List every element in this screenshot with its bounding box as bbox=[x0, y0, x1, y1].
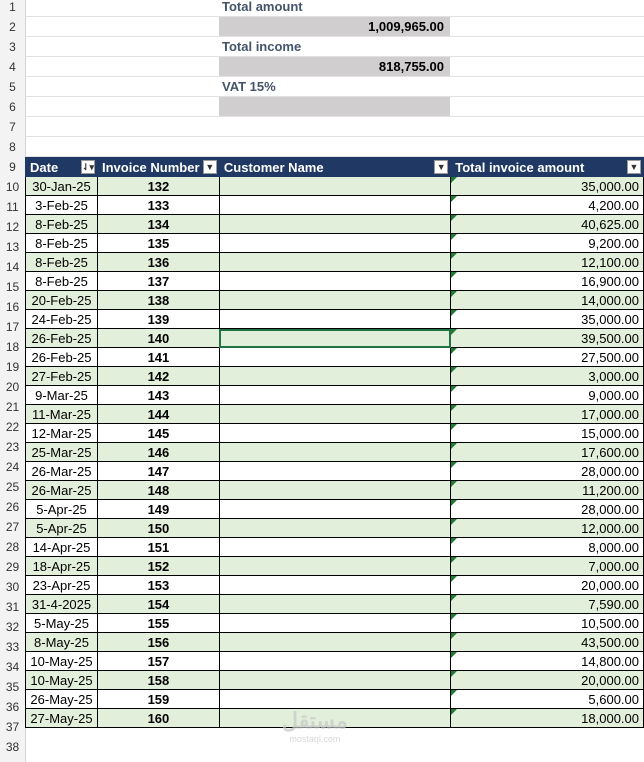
customer-name-cell[interactable] bbox=[219, 348, 450, 367]
total-amount-cell[interactable]: 9,200.00 bbox=[451, 234, 644, 253]
row-number[interactable]: 20 bbox=[5, 380, 20, 394]
invoice-number-cell[interactable]: 150 bbox=[97, 519, 219, 538]
table-row bbox=[26, 462, 644, 481]
invoice-number-cell[interactable]: 137 bbox=[97, 272, 219, 291]
invoice-number-header-label: Invoice Number bbox=[101, 159, 200, 175]
row-number[interactable]: 36 bbox=[5, 700, 20, 714]
invoice-number-cell[interactable]: 154 bbox=[97, 595, 219, 614]
gridline bbox=[25, 116, 644, 117]
date-cell[interactable]: 11-Mar-25 bbox=[26, 405, 98, 424]
total-amount-cell[interactable]: 20,000.00 bbox=[451, 671, 644, 690]
invoice-table bbox=[25, 157, 644, 728]
date-cell[interactable]: 23-Apr-25 bbox=[26, 576, 98, 595]
table-header-row bbox=[26, 158, 644, 177]
total-amount-cell[interactable]: 14,800.00 bbox=[451, 652, 644, 671]
total-amount-cell[interactable]: 8,000.00 bbox=[451, 538, 644, 557]
table-row bbox=[26, 215, 644, 234]
invoice-number-cell[interactable]: 147 bbox=[97, 462, 219, 481]
date-header[interactable] bbox=[26, 158, 98, 177]
total-amount-cell[interactable]: 20,000.00 bbox=[451, 576, 644, 595]
customer-name-cell[interactable] bbox=[219, 500, 450, 519]
row-number[interactable]: 26 bbox=[5, 500, 20, 514]
customer-name-header-label: Customer Name bbox=[223, 159, 324, 175]
row-number[interactable]: 11 bbox=[6, 200, 19, 214]
total-amount-cell[interactable]: 7,000.00 bbox=[451, 557, 644, 576]
table-row bbox=[26, 367, 644, 386]
row-number[interactable]: 8 bbox=[9, 140, 16, 154]
invoice-number-cell[interactable]: 148 bbox=[97, 481, 219, 500]
customer-name-cell[interactable] bbox=[219, 633, 450, 652]
total-invoice-amount-header[interactable] bbox=[451, 158, 644, 177]
row-number[interactable]: 19 bbox=[5, 360, 20, 374]
date-cell[interactable]: 5-Apr-25 bbox=[26, 519, 98, 538]
filter-dropdown-icon[interactable]: ▼ bbox=[203, 160, 217, 174]
customer-name-cell[interactable] bbox=[219, 253, 450, 272]
row-number[interactable]: 3 bbox=[9, 40, 16, 54]
table-row bbox=[26, 633, 644, 652]
date-cell[interactable]: 5-May-25 bbox=[26, 614, 98, 633]
total-amount-cell[interactable]: 39,500.00 bbox=[451, 329, 644, 348]
row-number[interactable]: 37 bbox=[5, 720, 20, 734]
customer-name-cell[interactable] bbox=[219, 196, 450, 215]
total-amount-cell[interactable]: 14,000.00 bbox=[451, 291, 644, 310]
date-cell[interactable]: 5-Apr-25 bbox=[26, 500, 98, 519]
date-cell[interactable]: 8-Feb-25 bbox=[26, 272, 98, 291]
invoice-number-cell[interactable]: 135 bbox=[97, 234, 219, 253]
customer-name-cell[interactable] bbox=[219, 671, 450, 690]
total-amount-cell[interactable]: 17,000.00 bbox=[451, 405, 644, 424]
customer-name-cell[interactable] bbox=[219, 215, 450, 234]
date-cell[interactable]: 9-Mar-25 bbox=[26, 386, 98, 405]
date-cell[interactable]: 8-Feb-25 bbox=[26, 253, 98, 272]
invoice-number-cell[interactable]: 149 bbox=[97, 500, 219, 519]
customer-name-cell[interactable] bbox=[219, 481, 450, 500]
date-header-label: Date bbox=[30, 159, 59, 175]
invoice-number-cell[interactable]: 159 bbox=[97, 690, 219, 709]
gridline bbox=[25, 76, 644, 77]
date-cell[interactable]: 20-Feb-25 bbox=[26, 291, 98, 310]
total-amount-cell[interactable]: 28,000.00 bbox=[451, 500, 644, 519]
table-row bbox=[26, 272, 644, 291]
row-number[interactable]: 24 bbox=[5, 460, 20, 474]
invoice-number-cell[interactable]: 139 bbox=[97, 310, 219, 329]
row-number[interactable]: 34 bbox=[5, 660, 20, 674]
row-number[interactable]: 10 bbox=[5, 180, 20, 194]
customer-name-cell[interactable] bbox=[219, 443, 450, 462]
row-number[interactable]: 4 bbox=[9, 60, 16, 74]
vat-label: VAT 15% bbox=[222, 79, 276, 94]
invoice-number-cell[interactable]: 157 bbox=[97, 652, 219, 671]
row-number[interactable]: 21 bbox=[5, 400, 20, 414]
invoice-table-body bbox=[26, 177, 644, 728]
date-cell[interactable]: 27-Feb-25 bbox=[26, 367, 98, 386]
row-number[interactable]: 35 bbox=[5, 680, 20, 694]
table-row bbox=[26, 348, 644, 367]
row-number[interactable]: 17 bbox=[5, 320, 20, 334]
table-row bbox=[26, 291, 644, 310]
total-amount-cell[interactable]: 4,200.00 bbox=[451, 196, 644, 215]
invoice-number-cell[interactable]: 138 bbox=[97, 291, 219, 310]
total-amount-cell[interactable]: 12,100.00 bbox=[451, 253, 644, 272]
row-number[interactable]: 31 bbox=[5, 600, 20, 614]
total-income-label: Total income bbox=[222, 39, 302, 54]
table-row bbox=[26, 424, 644, 443]
date-cell[interactable]: 8-May-25 bbox=[26, 633, 98, 652]
table-row bbox=[26, 538, 644, 557]
sort-filter-icon[interactable]: ⇃▾ bbox=[81, 162, 95, 172]
date-cell[interactable]: 26-Feb-25 bbox=[26, 348, 98, 367]
customer-name-header[interactable] bbox=[219, 158, 450, 177]
gridline bbox=[25, 36, 644, 37]
customer-name-cell[interactable] bbox=[219, 557, 450, 576]
row-number[interactable]: 6 bbox=[9, 100, 16, 114]
customer-name-cell[interactable] bbox=[219, 576, 450, 595]
total-amount-cell[interactable]: 28,000.00 bbox=[451, 462, 644, 481]
filter-dropdown-icon[interactable]: ▼ bbox=[434, 160, 448, 174]
invoice-number-cell[interactable]: 160 bbox=[97, 709, 219, 728]
row-number[interactable]: 28 bbox=[5, 540, 20, 554]
vat-value[interactable] bbox=[219, 97, 450, 116]
table-row bbox=[26, 614, 644, 633]
total-amount-cell[interactable]: 5,600.00 bbox=[451, 690, 644, 709]
invoice-number-cell[interactable]: 142 bbox=[97, 367, 219, 386]
date-cell[interactable]: 12-Mar-25 bbox=[26, 424, 98, 443]
invoice-number-cell[interactable]: 156 bbox=[97, 633, 219, 652]
date-cell[interactable]: 27-May-25 bbox=[26, 709, 98, 728]
total-amount-cell[interactable]: 35,000.00 bbox=[451, 310, 644, 329]
table-row bbox=[26, 652, 644, 671]
total-amount-cell[interactable]: 12,000.00 bbox=[451, 519, 644, 538]
date-cell[interactable]: 8-Feb-25 bbox=[26, 234, 98, 253]
invoice-number-cell[interactable]: 153 bbox=[97, 576, 219, 595]
table-row bbox=[26, 405, 644, 424]
table-row bbox=[26, 196, 644, 215]
invoice-number-header[interactable] bbox=[97, 158, 219, 177]
row-number[interactable]: 13 bbox=[5, 240, 20, 254]
customer-name-cell[interactable] bbox=[219, 367, 450, 386]
total-amount-cell[interactable]: 16,900.00 bbox=[451, 272, 644, 291]
invoice-number-cell[interactable]: 155 bbox=[97, 614, 219, 633]
row-number[interactable]: 1 bbox=[9, 0, 16, 14]
row-number[interactable]: 29 bbox=[5, 560, 20, 574]
invoice-number-cell[interactable]: 152 bbox=[97, 557, 219, 576]
date-cell[interactable]: 8-Feb-25 bbox=[26, 215, 98, 234]
row-number[interactable]: 15 bbox=[5, 280, 20, 294]
filter-dropdown-icon[interactable]: ▼ bbox=[627, 160, 641, 174]
row-number[interactable]: 5 bbox=[9, 80, 16, 94]
customer-name-cell[interactable] bbox=[219, 462, 450, 481]
customer-name-cell[interactable] bbox=[219, 177, 450, 196]
invoice-number-cell[interactable]: 134 bbox=[97, 215, 219, 234]
table-row bbox=[26, 481, 644, 500]
date-cell[interactable]: 18-Apr-25 bbox=[26, 557, 98, 576]
row-number[interactable]: 32 bbox=[5, 620, 20, 634]
invoice-number-cell[interactable]: 136 bbox=[97, 253, 219, 272]
customer-name-cell[interactable] bbox=[219, 272, 450, 291]
table-row bbox=[26, 386, 644, 405]
table-row bbox=[26, 576, 644, 595]
table-row bbox=[26, 519, 644, 538]
customer-name-cell[interactable] bbox=[219, 310, 450, 329]
customer-name-cell[interactable] bbox=[219, 614, 450, 633]
row-number[interactable]: 16 bbox=[5, 300, 20, 314]
row-number[interactable]: 14 bbox=[5, 260, 20, 274]
total-amount-label: Total amount bbox=[222, 0, 303, 14]
total-amount-cell[interactable]: 18,000.00 bbox=[451, 709, 644, 728]
total-amount-cell[interactable]: 7,590.00 bbox=[451, 595, 644, 614]
total-amount-cell[interactable]: 9,000.00 bbox=[451, 386, 644, 405]
total-amount-cell[interactable]: 43,500.00 bbox=[451, 633, 644, 652]
invoice-number-cell[interactable]: 145 bbox=[97, 424, 219, 443]
row-number[interactable]: 18 bbox=[5, 340, 20, 354]
watermark-logo: مستقل mostaql.com bbox=[282, 708, 348, 744]
customer-name-cell[interactable] bbox=[219, 424, 450, 443]
date-cell[interactable]: 3-Feb-25 bbox=[26, 196, 98, 215]
invoice-number-cell[interactable]: 146 bbox=[97, 443, 219, 462]
total-amount-cell[interactable]: 3,000.00 bbox=[451, 367, 644, 386]
invoice-number-cell[interactable]: 144 bbox=[97, 405, 219, 424]
date-cell[interactable]: 25-Mar-25 bbox=[26, 443, 98, 462]
total-amount-value[interactable]: 1,009,965.00 bbox=[219, 17, 450, 36]
date-cell[interactable]: 26-May-25 bbox=[26, 690, 98, 709]
total-income-value[interactable]: 818,755.00 bbox=[219, 57, 450, 76]
row-number[interactable]: 27 bbox=[5, 520, 20, 534]
row-number[interactable]: 38 bbox=[5, 740, 20, 754]
customer-name-cell[interactable] bbox=[219, 538, 450, 557]
date-cell[interactable]: 14-Apr-25 bbox=[26, 538, 98, 557]
date-cell[interactable]: 10-May-25 bbox=[26, 671, 98, 690]
invoice-number-cell[interactable]: 141 bbox=[97, 348, 219, 367]
total-amount-cell[interactable]: 15,000.00 bbox=[451, 424, 644, 443]
date-cell[interactable]: 24-Feb-25 bbox=[26, 310, 98, 329]
table-row bbox=[26, 329, 644, 348]
total-amount-cell[interactable]: 11,200.00 bbox=[451, 481, 644, 500]
invoice-number-cell[interactable]: 143 bbox=[97, 386, 219, 405]
date-cell[interactable]: 26-Mar-25 bbox=[26, 481, 98, 500]
customer-name-cell[interactable] bbox=[219, 519, 450, 538]
row-number[interactable]: 7 bbox=[9, 120, 16, 134]
customer-name-cell[interactable] bbox=[219, 291, 450, 310]
gridline bbox=[25, 136, 644, 137]
invoice-number-cell[interactable]: 140 bbox=[97, 329, 219, 348]
total-amount-cell[interactable]: 35,000.00 bbox=[451, 177, 644, 196]
total-amount-cell[interactable]: 27,500.00 bbox=[451, 348, 644, 367]
customer-name-cell[interactable] bbox=[219, 386, 450, 405]
total-amount-cell[interactable]: 17,600.00 bbox=[451, 443, 644, 462]
table-row bbox=[26, 177, 644, 196]
table-row bbox=[26, 234, 644, 253]
date-cell[interactable]: 31-4-2025 bbox=[26, 595, 98, 614]
date-cell[interactable]: 10-May-25 bbox=[26, 652, 98, 671]
row-number[interactable]: 22 bbox=[5, 420, 20, 434]
total-amount-cell[interactable]: 10,500.00 bbox=[451, 614, 644, 633]
invoice-number-cell[interactable]: 151 bbox=[97, 538, 219, 557]
date-cell[interactable]: 26-Feb-25 bbox=[26, 329, 98, 348]
date-cell[interactable]: 30-Jan-25 bbox=[26, 177, 98, 196]
date-cell[interactable]: 26-Mar-25 bbox=[26, 462, 98, 481]
table-row bbox=[26, 671, 644, 690]
customer-name-cell[interactable] bbox=[219, 329, 450, 348]
row-number[interactable]: 2 bbox=[9, 20, 16, 34]
table-row bbox=[26, 595, 644, 614]
customer-name-cell[interactable] bbox=[219, 652, 450, 671]
row-number[interactable]: 30 bbox=[5, 580, 20, 594]
table-row bbox=[26, 443, 644, 462]
invoice-number-cell[interactable]: 133 bbox=[97, 196, 219, 215]
total-invoice-amount-header-label: Total invoice amount bbox=[455, 159, 585, 175]
table-row bbox=[26, 557, 644, 576]
customer-name-cell[interactable] bbox=[219, 690, 450, 709]
row-number[interactable]: 12 bbox=[5, 220, 20, 234]
row-number[interactable]: 9 bbox=[9, 160, 16, 174]
total-amount-cell[interactable]: 40,625.00 bbox=[451, 215, 644, 234]
row-number[interactable]: 25 bbox=[5, 480, 20, 494]
customer-name-cell[interactable] bbox=[219, 405, 450, 424]
customer-name-cell[interactable] bbox=[219, 234, 450, 253]
table-row bbox=[26, 690, 644, 709]
table-row bbox=[26, 500, 644, 519]
row-number[interactable]: 23 bbox=[5, 440, 20, 454]
table-row bbox=[26, 253, 644, 272]
invoice-number-cell[interactable]: 158 bbox=[97, 671, 219, 690]
table-row bbox=[26, 310, 644, 329]
customer-name-cell[interactable] bbox=[219, 595, 450, 614]
invoice-number-cell[interactable]: 132 bbox=[97, 177, 219, 196]
row-number[interactable]: 33 bbox=[5, 640, 20, 654]
